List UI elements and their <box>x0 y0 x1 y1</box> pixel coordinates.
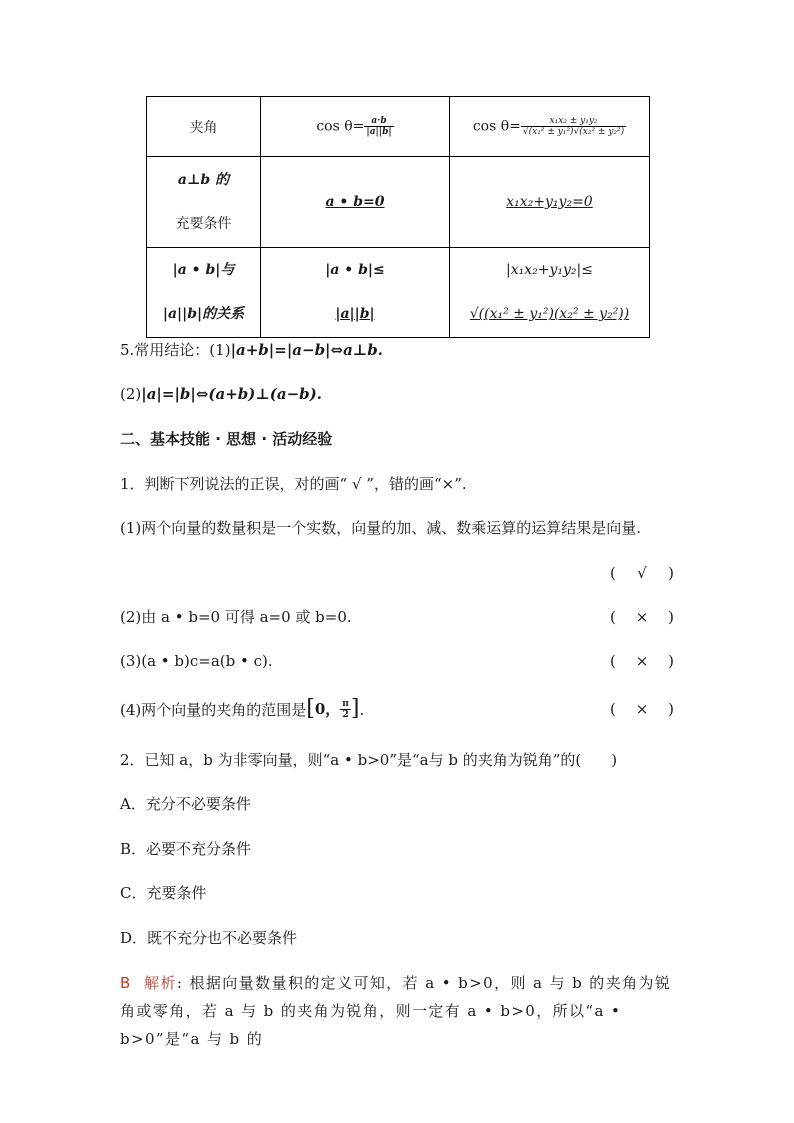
bracket-close: ] <box>350 696 360 721</box>
q1-item-1-mark <box>610 562 674 584</box>
q1-item-3: (3)(a • b)c=a(b • c). <box>120 652 273 670</box>
answer-letter: B <box>120 974 132 992</box>
text: (4)两个向量的夹角的范围是 <box>120 701 307 719</box>
paren: ( <box>610 564 616 582</box>
fraction <box>340 699 351 720</box>
bracket-open: [ <box>306 696 315 721</box>
q2-option-c: C．充要条件 <box>120 884 207 902</box>
interval-start: 0， <box>314 700 341 718</box>
table-cell-relation-vector <box>261 247 450 337</box>
fraction <box>364 116 393 137</box>
fraction-numerator: x₁x₂ ± y₁y₂ <box>521 116 626 127</box>
q1-item-1: (1)两个向量的数量积是一个实数，向量的加、减、数乘运算的运算结果是向量. <box>120 519 642 537</box>
cell-text: x₁x₂+y₁y₂=0 <box>506 193 593 210</box>
paren: ) <box>668 564 674 582</box>
table-cell-perp-coord <box>450 157 650 247</box>
table-cell-perp-label <box>147 157 261 247</box>
cross-mark-icon: × <box>635 608 649 626</box>
paren: ) <box>668 652 674 670</box>
q2-stem: 2．已知 a，b 为非零向量，则“a • b>0”是“a与 b 的夹角为锐角”的( ) <box>120 751 618 769</box>
q1-item-2: (2)由 a • b=0 可得 a=0 或 b=0. <box>120 608 352 626</box>
cross-mark-icon: × <box>635 652 649 670</box>
solution-label: 解析 <box>144 974 177 992</box>
q1-item-3-mark <box>610 650 674 672</box>
cell-text: √((x₁² ± y₁²)(x₂² ± y₂²)) <box>469 306 630 323</box>
cell-text: a⊥b 的 <box>177 171 230 188</box>
formula-table <box>146 96 650 338</box>
q1-stem: 1．判断下列说法的正误，对的画“ √ ”，错的画“×”. <box>120 475 467 493</box>
cell-text: |a||b|的关系 <box>162 306 245 323</box>
q1-item-4: (4)两个向量的夹角的范围是 [ 0， $\frac{\pi}{2}$ ] . <box>120 696 365 721</box>
cell-text: |a • b|与 <box>172 262 235 279</box>
solution-text: : 根据向量数量积的定义可知，若 a • b>0，则 a 与 b 的夹角为锐角或零角，若 a 与 b 的夹角为锐角，则一定有 a • b>0，所以“a • b>0”是“a 与 b 的 <box>120 974 672 1048</box>
table-cell-angle-vector <box>261 97 450 157</box>
check-mark-icon: √ <box>637 564 647 582</box>
fraction <box>521 116 626 137</box>
math-expr: |a|=|b|⇔(a+b)⊥(a−b). <box>141 385 322 403</box>
table-row <box>147 157 650 247</box>
table-row <box>147 97 650 157</box>
table-row <box>147 247 650 337</box>
fraction-numerator: a·b <box>364 116 393 127</box>
q2-option-a: A．充分不必要条件 <box>120 795 251 813</box>
paren: ( <box>610 608 616 626</box>
cell-text: 夹角 <box>189 119 218 136</box>
paren: ( <box>610 652 616 670</box>
cell-text: |x₁x₂+y₁y₂|≤ <box>506 262 593 279</box>
q2-option-d: D．既不充分也不必要条件 <box>120 929 298 947</box>
conclusion-line-2 <box>120 383 322 405</box>
fraction-denominator: |a||b| <box>366 127 392 138</box>
table-cell-relation-label <box>147 247 261 337</box>
cell-text: 充要条件 <box>175 215 232 232</box>
paren: ( <box>610 700 616 718</box>
text: (2) <box>120 385 142 403</box>
fraction-numerator: π <box>342 698 349 709</box>
q2-option-b: B．必要不充分条件 <box>120 840 252 858</box>
q1-item-2-mark <box>610 606 674 628</box>
paren: ) <box>668 700 674 718</box>
cell-text: a • b=0 <box>325 193 385 210</box>
math-expr: |a+b|=|a−b|⇔a⊥b. <box>230 341 383 359</box>
cos-prefix: cos θ= <box>472 118 521 135</box>
cross-mark-icon: × <box>635 700 649 718</box>
section-heading: 二、基本技能 · 思想 · 活动经验 <box>120 430 333 448</box>
fraction-denominator: 2 <box>342 709 349 720</box>
table-cell-angle-coord <box>450 97 650 157</box>
conclusion-line-1 <box>120 339 383 361</box>
cell-text: |a • b|≤ <box>325 262 385 279</box>
text: 5.常用结论：(1) <box>120 341 231 359</box>
cell-text: |a||b| <box>335 306 375 323</box>
table-cell-relation-coord <box>450 247 650 337</box>
table-cell-perp-vector <box>261 157 450 247</box>
solution-paragraph <box>120 969 675 1053</box>
cos-prefix: cos θ= <box>316 118 365 135</box>
table-cell-angle-label <box>147 97 261 157</box>
interval <box>306 698 359 720</box>
paren: ) <box>668 608 674 626</box>
q1-item-4-mark <box>610 698 674 720</box>
fraction-denominator: √(x₁² ± y₁²)√(x₂² ± y₂²) <box>522 127 625 138</box>
